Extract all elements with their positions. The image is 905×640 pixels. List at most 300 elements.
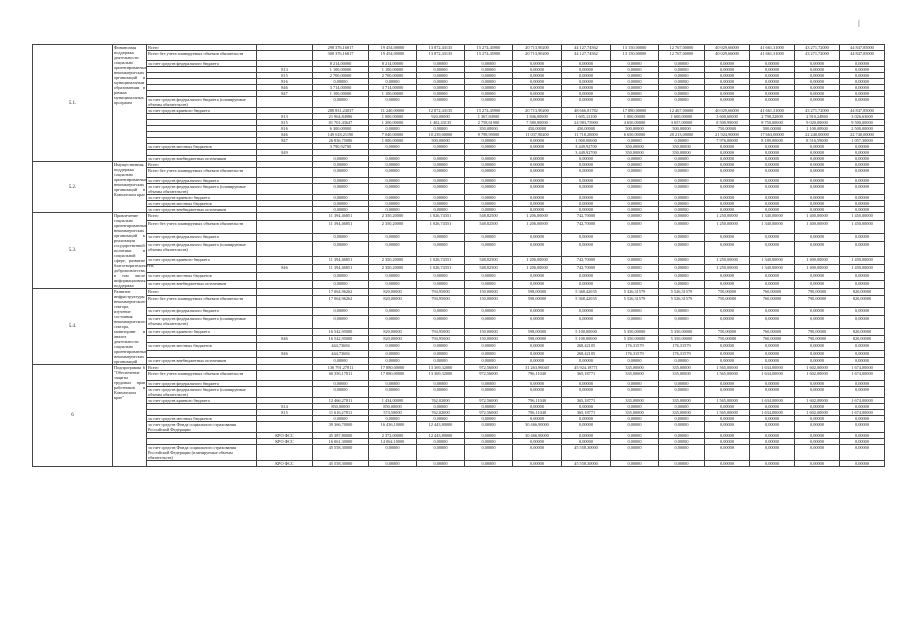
amount-cell: 0,00000 [705,79,750,85]
amount-cell: 0,00000 [313,178,369,184]
amount-cell: 0,00000 [369,308,417,315]
amount-cell: 0,00000 [750,61,795,67]
amount-cell: 0,00000 [750,445,795,461]
amount-cell: 0,00000 [659,79,705,85]
amount-cell: 0,00000 [840,79,885,85]
amount-cell: 19 454,00000 [369,45,417,51]
amount-cell: 11 394,46851 [313,221,369,234]
amount-cell: 0,00000 [705,387,750,398]
amount-cell: 0,00000 [750,416,795,422]
budget-code: 813 [257,67,313,73]
amount-cell: 1 400,00000 [795,256,840,264]
amount-cell: 0,00000 [659,433,705,439]
funding-source: Всего без учета планируемых объемов обязательств [147,168,257,178]
amount-cell: 0,00000 [705,162,750,168]
amount-cell: 0,00000 [562,357,611,364]
amount-cell: 3 657,00000 [659,120,705,126]
budget-code: 846 [257,264,313,272]
amount-cell: 0,00000 [417,308,465,315]
amount-cell: 760,00000 [750,336,795,343]
amount-cell: 1 000,00000 [369,138,417,144]
amount-cell: 0,00000 [313,156,369,162]
amount-cell: 45 558,30000 [313,445,369,461]
amount-cell: 0,00000 [659,207,705,213]
funding-source: за счет средств федерального бюджета [147,381,257,387]
amount-cell: 1 900,00000 [562,138,611,144]
amount-cell: 24 983,75900 [562,120,611,126]
amount-cell: 0,00000 [611,234,659,242]
amount-cell: 548,82500 [465,221,513,234]
amount-cell: 790,00000 [795,336,840,343]
budget-code: 815 [257,73,313,79]
amount-cell: 0,00000 [562,387,611,398]
amount-cell: 1 602,00000 [795,371,840,381]
amount-cell: 0,00000 [611,381,659,387]
amount-cell: 16 061,30000 [313,439,369,445]
amount-cell: 1 602,00000 [795,410,840,416]
amount-cell: 0,00000 [795,242,840,257]
amount-cell: 0,00000 [750,85,795,91]
budget-code [257,371,313,381]
amount-cell: 0,00000 [417,201,465,207]
budget-code [257,242,313,257]
amount-cell: 81 701,43647 [313,120,369,126]
amount-cell: 0,00000 [417,381,465,387]
amount-cell: 0,00000 [659,315,705,328]
amount-cell: 0,00000 [465,85,513,91]
amount-cell: 0,00000 [417,73,465,79]
budget-code [257,357,313,364]
amount-cell: 60 356,17811 [313,371,369,381]
amount-cell: 0,00000 [795,184,840,195]
amount-cell: 1 026,74351 [417,213,465,221]
amount-cell: 0,00000 [465,445,513,461]
amount-cell: 365,18771 [562,410,611,416]
amount-cell: 0,00000 [465,156,513,162]
amount-cell: 9 020,00000 [795,120,840,126]
amount-cell: 0,00000 [659,195,705,201]
amount-cell: 0,00000 [750,79,795,85]
amount-cell: 0,00000 [611,315,659,328]
amount-cell: 0,00000 [313,201,369,207]
amount-cell: 0,00000 [840,234,885,242]
amount-cell: 0,00000 [750,195,795,201]
amount-cell: 0,00000 [369,178,417,184]
amount-cell: 0,00000 [562,439,611,445]
amount-cell: 0,00000 [705,422,750,433]
table-row [33,184,885,195]
table-row [33,336,885,343]
row-index: 5.3. [33,213,113,289]
amount-cell: 1 634,00000 [750,398,795,404]
amount-cell: 0,00000 [611,308,659,315]
amount-cell: 0,00000 [369,242,417,257]
amount-cell: 308 376,16817 [313,51,369,61]
amount-cell: 0,00000 [840,207,885,213]
table-row [33,308,885,315]
amount-cell: 0,00000 [562,91,611,97]
amount-cell: 2 910,24860 [795,114,840,120]
amount-cell: 136 791,27811 [313,365,369,371]
amount-cell: 2 350,20000 [369,264,417,272]
amount-cell: 0,00000 [705,97,750,108]
amount-cell: 0,00000 [659,357,705,364]
amount-cell: 0,00000 [417,126,465,132]
amount-cell: 0,00000 [513,195,562,201]
funding-source: Всего [147,45,257,51]
amount-cell: 13 872,43135 [417,45,465,51]
amount-cell: 45 558,30000 [562,461,611,467]
amount-cell: 365,18771 [562,398,611,404]
budget-code [257,168,313,178]
amount-cell: 972,56000 [465,371,513,381]
amount-cell: 0,00000 [417,85,465,91]
amount-cell: 0,00000 [313,387,369,398]
amount-cell: 0,00000 [611,242,659,257]
amount-cell: 2 700,00000 [369,73,417,79]
amount-cell: 0,00000 [840,201,885,207]
amount-cell: 41 661,31000 [750,51,795,61]
amount-cell: 598,00000 [513,336,562,343]
amount-cell: 0,00000 [417,168,465,178]
amount-cell: 0,00000 [659,138,705,144]
amount-cell: 44 127,74562 [562,45,611,51]
amount-cell: 0,00000 [750,357,795,364]
amount-cell: 0,00000 [465,433,513,439]
amount-cell: 0,00000 [659,85,705,91]
amount-cell: 598,00000 [513,289,562,296]
amount-cell: 7 976,00000 [705,138,750,144]
amount-cell: 0,00000 [659,184,705,195]
amount-cell: 0,00000 [705,85,750,91]
amount-cell: 1 565,00000 [705,371,750,381]
amount-cell: 1 602,00000 [795,365,840,371]
amount-cell: 574,50000 [369,410,417,416]
table-row [33,272,885,280]
amount-cell: 796,11040 [513,398,562,404]
funding-source: за счет средств федерального бюджета [147,234,257,242]
amount-cell: 12 443,80000 [417,433,465,439]
amount-cell: 1 674,00000 [840,410,885,416]
amount-cell: 45 924,18771 [562,365,611,371]
amount-cell: 0,00000 [611,207,659,213]
amount-cell: 0,00000 [795,387,840,398]
amount-cell: 0,00000 [659,461,705,467]
amount-cell: 0,00000 [562,422,611,433]
amount-cell: 0,00000 [513,178,562,184]
amount-cell: 0,00000 [465,184,513,195]
amount-cell: 11 394,46851 [313,264,369,272]
amount-cell: 0,00000 [313,207,369,213]
amount-cell: 11 394,46851 [313,213,369,221]
amount-cell: 0,00000 [705,315,750,328]
amount-cell: 1 434,00000 [369,398,417,404]
amount-cell: 0,00000 [611,256,659,264]
funding-source: за счет средств федерального бюджета (планируемые объемы обязательств) [147,242,257,257]
amount-cell: 45 558,30000 [562,445,611,461]
amount-cell: 0,00000 [840,350,885,357]
amount-cell: 335,00000 [611,398,659,404]
amount-cell: 794,95000 [417,289,465,296]
amount-cell: 0,00000 [659,445,705,461]
amount-cell: 0,00000 [417,343,465,350]
amount-cell: 0,00000 [369,357,417,364]
amount-cell: 0,00000 [840,150,885,156]
amount-cell: 0,00000 [659,234,705,242]
budget-code: КРО ФСС [257,461,313,467]
amount-cell: 850,00000 [313,404,369,410]
amount-cell: 6 300,00000 [313,126,369,132]
amount-cell: 0,00000 [795,79,840,85]
amount-cell: 3 790,92700 [313,144,369,150]
amount-cell: 1 402,43135 [417,120,465,126]
amount-cell: 39 366,70000 [313,422,369,433]
amount-cell: 0,00000 [750,404,795,410]
amount-cell: 762,02000 [417,410,465,416]
amount-cell: 0,00000 [611,195,659,201]
amount-cell: 11 240,00000 [369,108,417,114]
amount-cell: 1 450,00000 [840,213,885,221]
table-row [33,97,885,108]
funding-source: за счет средств местных бюджетов [147,144,257,150]
table-row [33,387,885,398]
amount-cell: 0,00000 [465,91,513,97]
amount-cell: 1 000,00000 [611,114,659,120]
amount-cell: 1 674,00000 [840,398,885,404]
amount-cell: 17 064,96262 [313,296,369,308]
amount-cell: 3 026,63000 [840,114,885,120]
amount-cell: 0,00000 [795,422,840,433]
amount-cell: 972,56000 [465,365,513,371]
amount-cell: 0,00000 [840,184,885,195]
measure-name: Развитие инфраструктуры некоммерческого сектора, изучение состояния некоммерческого сектора, мониторинг и анализ деятельности социально ориентированных некоммерческих организаций [114,289,147,364]
corner-mark: ĺ [858,20,860,29]
budget-code: 849 [257,150,313,156]
amount-cell: 176,31579 [611,343,659,350]
amount-cell: 0,00000 [417,156,465,162]
amount-cell: 2 350,20000 [369,221,417,234]
amount-cell: 0,00000 [795,350,840,357]
amount-cell: 750,00000 [705,336,750,343]
amount-cell: 1 206,00000 [513,256,562,264]
amount-cell: 150,00000 [465,289,513,296]
amount-cell: 1 565,00000 [705,410,750,416]
amount-cell: 41 661,31000 [750,108,795,114]
amount-cell: 0,00000 [840,73,885,79]
amount-cell: 0,00000 [795,343,840,350]
amount-cell: 5 350,00000 [659,336,705,343]
table-row [33,296,885,308]
amount-cell: 0,00000 [611,67,659,73]
amount-cell: 0,00000 [417,357,465,364]
funding-source: за счет средств местных бюджетов [147,343,257,350]
amount-cell: 0,00000 [513,73,562,79]
budget-code [257,296,313,308]
amount-cell: 450,00000 [562,126,611,132]
amount-cell: 0,00000 [840,404,885,410]
amount-cell: 5 368,42035 [562,296,611,308]
amount-cell: 43 271,72000 [795,51,840,61]
amount-cell: 0,00000 [465,422,513,433]
funding-source: за счет средств внебюджетных источников [147,357,257,364]
amount-cell: 0,00000 [705,343,750,350]
amount-cell: 1 634,00000 [750,365,795,371]
amount-cell: 3 449,92700 [562,144,611,150]
amount-cell: 41 661,31000 [750,45,795,51]
amount-cell: 10 239,00000 [417,132,465,138]
amount-cell: 0,00000 [840,461,885,467]
amount-cell: 13 872,43135 [417,51,465,61]
amount-cell: 0,00000 [795,381,840,387]
amount-cell: 760,00000 [750,289,795,296]
amount-cell: 0,00000 [840,61,885,67]
amount-cell: 0,00000 [513,280,562,288]
amount-cell: 750,00000 [705,289,750,296]
amount-cell: 820,00000 [840,328,885,335]
amount-cell: 0,00000 [659,404,705,410]
amount-cell: 0,00000 [313,272,369,280]
funding-source: за счет средств внебюджетных источников [147,280,257,288]
measure-name: Финансовая поддержка деятельности социально ориентированных некоммерческих организаций и муниципальным образованиям в рамках муниципальных программ [113,45,147,162]
amount-cell: 0,00000 [465,461,513,467]
amount-cell: 0,00000 [795,168,840,178]
amount-cell: 11 037,90200 [513,132,562,138]
budget-code: 814 [257,404,313,410]
amount-cell: 45 558,30000 [313,461,369,467]
amount-cell: 0,00000 [313,416,369,422]
amount-cell: 12 443,80000 [417,422,465,433]
amount-cell: 1 674,00000 [840,371,885,381]
amount-cell: 0,00000 [417,445,465,461]
amount-cell: 0,00000 [705,67,750,73]
amount-cell: 0,00000 [750,422,795,433]
funding-source [147,336,257,343]
budget-code [257,97,313,108]
amount-cell: 0,00000 [795,433,840,439]
amount-cell: 0,00000 [513,387,562,398]
amount-cell: 1 026,74351 [417,221,465,234]
amount-cell: 13 369,32000 [417,365,465,371]
amount-cell: 0,00000 [417,162,465,168]
amount-cell: 450,00000 [513,126,562,132]
amount-cell: 0,00000 [611,445,659,461]
funding-source: за счет средств федерального бюджета (планируемые объемы обязательств) [147,184,257,195]
budget-code [257,308,313,315]
amount-cell: 0,00000 [465,350,513,357]
amount-cell: 12 466,27811 [313,398,369,404]
amount-cell: 19 454,00000 [369,51,417,61]
amount-cell: 0,00000 [705,439,750,445]
budget-code [257,234,313,242]
amount-cell: 0,00000 [750,308,795,315]
amount-cell: 0,00000 [659,381,705,387]
amount-cell: 0,00000 [705,445,750,461]
budget-code: КРО ФСС [257,439,313,445]
amount-cell: 0,00000 [659,416,705,422]
amount-cell: 0,00000 [611,73,659,79]
amount-cell: 5 100,00000 [562,336,611,343]
amount-cell: 0,00000 [750,439,795,445]
amount-cell: 1 340,00000 [750,264,795,272]
amount-cell: 5 350,00000 [659,328,705,335]
budget-code: 816 [257,126,313,132]
amount-cell: 0,00000 [795,315,840,328]
amount-cell: 750,00000 [705,296,750,308]
amount-cell: 0,00000 [705,357,750,364]
row-index: 5.1. [33,45,113,162]
amount-cell: 0,00000 [795,439,840,445]
amount-cell: 350,00000 [611,150,659,156]
amount-cell: 820,00000 [369,328,417,335]
amount-cell: 0,00000 [313,184,369,195]
amount-cell: 0,00000 [705,207,750,213]
amount-cell: 45 387,80000 [313,433,369,439]
amount-cell: 0,00000 [369,168,417,178]
amount-cell: 0,00000 [840,178,885,184]
funding-source: за счет средств краевого бюджета [147,398,257,404]
budget-code: 847 [257,138,313,144]
amount-cell: 0,00000 [840,85,885,91]
amount-cell: 17 880,00000 [369,365,417,371]
amount-cell: 1 057,30000 [840,138,885,144]
amount-cell: 0,00000 [417,387,465,398]
amount-cell: 0,00000 [611,97,659,108]
amount-cell: 335,00000 [611,371,659,381]
amount-cell: 0,00000 [562,156,611,162]
amount-cell: 0,00000 [417,91,465,97]
row-index: 5.2. [33,162,113,213]
amount-cell: 790,00000 [795,289,840,296]
budget-code [257,280,313,288]
amount-cell: 0,00000 [659,272,705,280]
amount-cell: 0,00000 [840,162,885,168]
amount-cell: 2 350,20000 [369,256,417,264]
budget-code [257,256,313,264]
amount-cell: 0,00000 [705,234,750,242]
amount-cell: 150,00000 [465,336,513,343]
amount-cell: 0,00000 [840,242,885,257]
amount-cell: 48 666,81782 [562,108,611,114]
amount-cell: 0,00000 [659,221,705,234]
amount-cell: 11 616,27811 [313,410,369,416]
amount-cell: 0,00000 [659,439,705,445]
amount-cell: 0,00000 [659,162,705,168]
amount-cell: 0,00000 [417,404,465,410]
amount-cell: 0,00000 [750,73,795,79]
amount-cell: 0,00000 [705,404,750,410]
amount-cell: 0,00000 [840,280,885,288]
amount-cell: 335,00000 [659,365,705,371]
amount-cell: 0,00000 [750,97,795,108]
amount-cell: 820,00000 [840,336,885,343]
amount-cell: 0,00000 [705,61,750,67]
amount-cell: 0,00000 [417,439,465,445]
amount-cell: 5 526,31579 [659,289,705,296]
amount-cell: 11 718,20000 [562,132,611,138]
funding-source: за счет средств краевого бюджета [147,195,257,201]
amount-cell: 3 449,92700 [562,150,611,156]
amount-cell: 0,00000 [513,97,562,108]
amount-cell: 0,00000 [562,73,611,79]
amount-cell: 0,00000 [562,234,611,242]
amount-cell: 0,00000 [417,272,465,280]
amount-cell: 0,00000 [562,416,611,422]
amount-cell: 0,00000 [705,73,750,79]
amount-cell: 790,00000 [795,328,840,335]
amount-cell: 17 064,96262 [313,289,369,296]
amount-cell: 0,00000 [369,97,417,108]
budget-code: 815 [257,410,313,416]
